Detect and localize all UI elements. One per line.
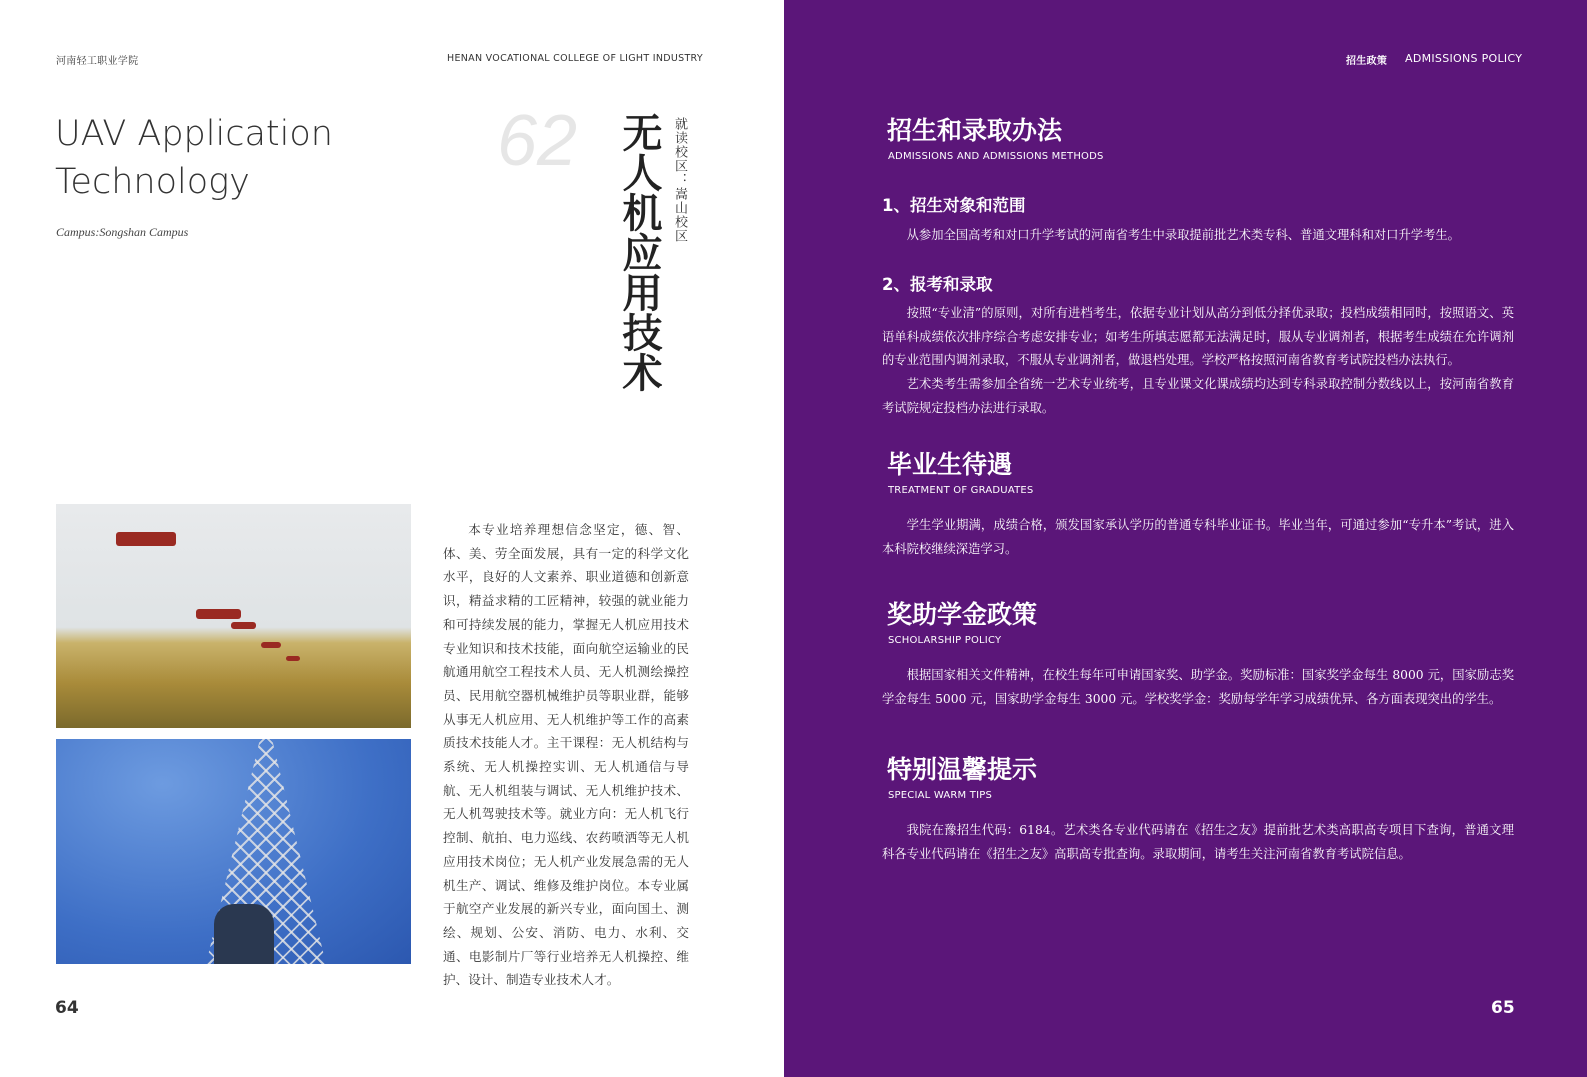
section-name-cn: 招生政策 [1346, 56, 1388, 67]
college-name-cn: 河南轻工职业学院 [56, 56, 139, 67]
college-name-en: HENAN VOCATIONAL COLLEGE OF LIGHT INDUSTRY [447, 53, 703, 64]
admission-paragraph: 按照“专业清”的原则，对所有进档考生，依据专业计划从高分到低分择优录取；投档成绩相同时，按照语文、英语单科成绩依次排序综合考虑安排专业；如考生所填志愿都无法满足时，服从专业调剂者，根据考生成绩在允许调剂的专业范围内调剂录取，不服从专业调剂者，做退档处理。学校严格按照河南省教育考试院投档办法执行。 [882, 306, 1514, 367]
scope-paragraph: 从参加全国高考和对口升学考试的河南省考生中录取提前批艺术类专科、普通文理科和对口升学考生。 [906, 228, 1460, 242]
subheading-scope: 1、招生对象和范围 [882, 196, 1026, 215]
power-tower-drone-photo [56, 739, 411, 964]
tips-title: 特别温馨提示 [887, 755, 1038, 784]
tips-title-en: SPECIAL WARM TIPS [888, 790, 992, 801]
title-line-1: UAV Application [55, 114, 333, 154]
major-title-en [55, 110, 333, 206]
scholarship-title: 奖助学金政策 [887, 600, 1038, 629]
subheading-admission: 2、报考和录取 [882, 275, 993, 294]
campus-en: Campus:Songshan Campus [56, 225, 189, 239]
major-title-cn: 无人机应用技术 [616, 112, 663, 392]
tips-paragraph: 我院在豫招生代码：6184。艺术类各专业代码请在《招生之友》提前批艺术类高职高专项目下查询，普通文理科各专业代码请在《招生之友》高职高专批查询。录取期间，请考生关注河南省教育考试院信息。 [882, 823, 1514, 861]
scholarship-paragraph: 根据国家相关文件精神，在校生每年可申请国家奖、助学金。奖励标准：国家奖学金每生 8000 元，国家励志奖学金每生 5000 元，国家助学金每生 3000 元。学校奖学金：奖励每学年学习成绩优异、各方面表现突出的学生。 [882, 668, 1514, 706]
graduates-paragraph: 学生学业期满，成绩合格，颁发国家承认学历的普通专科毕业证书。毕业当年，可通过参加“专升本”考试，进入本科院校继续深造学习。 [882, 518, 1514, 556]
page-number-right: 65 [1491, 998, 1515, 1018]
major-description: 本专业培养理想信念坚定，德、智、体、美、劳全面发展，具有一定的科学文化水平，良好的人文素养、职业道德和创新意识，精益求精的工匠精神，较强的就业能力和可持续发展的能力，掌握无人机应用技术专业知识和技术技能，面向航空运输业的民航通用航空工程技术人员、无人机测绘操控员、民用航空器机械维护员等职业群，能够从事无人机应用、无人机维护等工作的高素质技术技能人才。主干课程：无人机结构与系统、无人机操控实训、无人机通信与导航、无人机组装与调试、无人机维护技术、无人机驾驶技术等。就业方向：无人机飞行控制、航拍、电力巡线、农药喷洒等无人机应用技术岗位；无人机产业发展急需的无人机生产、调试、维修及维护岗位。本专业属于航空产业发展的新兴专业，面向国土、测绘、规划、公安、消防、电力、水利、交通、电影制片厂等行业培养无人机操控、维护、设计、制造专业技术人才。 [443, 522, 689, 988]
art-admission-paragraph: 艺术类考生需参加全省统一艺术专业统考，且专业课文化课成绩均达到专科录取控制分数线以上，按河南省教育考试院规定投档办法进行录取。 [882, 377, 1514, 415]
title-line-2: Technology [55, 162, 250, 202]
scholarship-title-en: SCHOLARSHIP POLICY [888, 635, 1002, 646]
graduates-title-en: TREATMENT OF GRADUATES [888, 485, 1034, 496]
admissions-title-en: ADMISSIONS AND ADMISSIONS METHODS [888, 151, 1104, 162]
left-page [0, 0, 784, 1077]
admissions-title: 招生和录取办法 [887, 116, 1063, 145]
campus-cn: 就读校区：嵩山校区 [672, 117, 687, 243]
page-number-left: 64 [55, 998, 79, 1018]
section-name-en: ADMISSIONS POLICY [1405, 52, 1523, 65]
major-number: 62 [497, 101, 578, 181]
graduates-title: 毕业生待遇 [887, 450, 1013, 479]
drone-cornfield-photo [56, 504, 411, 728]
